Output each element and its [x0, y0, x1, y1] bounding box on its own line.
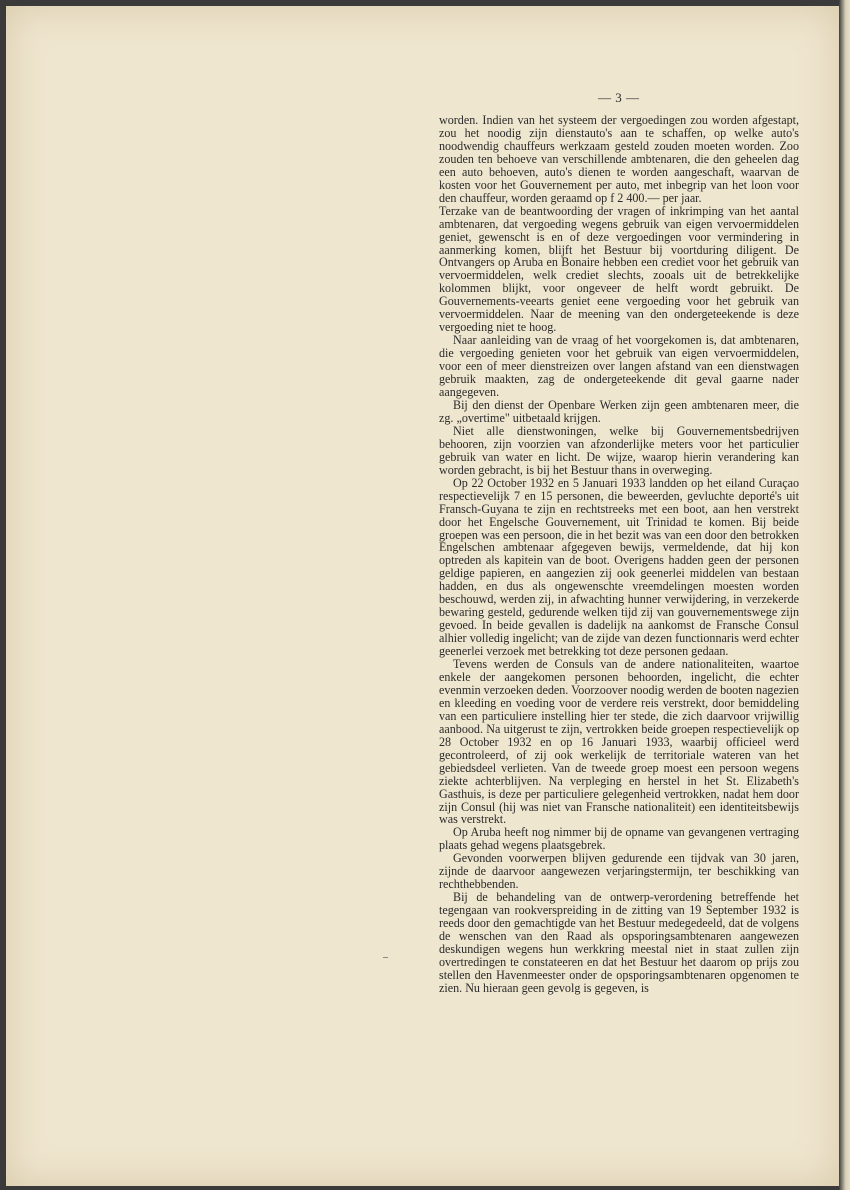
- paragraph: Niet alle dienstwoningen, welke bij Gouvernementsbedrijven behooren, zijn voorzien van afzonderlijke meters voor het particulier gebruik van water en licht. De wijze, waarop hierin verandering kan worden gebracht, is bij het Bestuur thans in overweging.: [439, 423, 799, 477]
- paragraph: worden. Indien van het systeem der vergoedingen zou worden afgestapt, zou het noodig zijn dienstauto's aan te schaffen, op welke auto's noodwendig chauffeurs werkzaam gesteld zouden moeten worden. Zoo zouden ten behoeve van verschillende ambtenaren, die den geheelen dag een auto behoeven, auto's dienen te worden aangeschaft, waarvan de kosten voor het Gouvernement per auto, met inbegrip van het loon voor den chauffeur, worden geraamd op f 2 400.— per jaar.: [439, 113, 799, 205]
- margin-mark: [383, 957, 388, 958]
- paragraph: Op 22 October 1932 en 5 Januari 1933 landden op het eiland Curaçao respectievelijk 7 en 15 personen, die beweerden, gevluchte deporté's uit Fransch-Guyana te zijn en rechtstreeks met een boot, aan hen verstrekt door het Engelsche Gouvernement, uit Trinidad te komen. Bij beide groepen was een persoon, die in het bezit was van een door den betrokken Engelschen ambtenaar afgegeven bewijs, vermeldende, dat hij kon optreden als kapitein van de boot. Overigens hadden geen der personen geldige papieren, en aangezien zij ook geenerlei middelen van bestaan hadden, en dus als ongewenschte vreemdelingen moesten worden beschouwd, werden zij, in afwachting hunner verwijdering, in verzekerde bewaring gesteld, gedurende welken tijd zij van gouvernementswege zijn gevoed. In beide gevallen is dadelijk na aankomst de Fransche Consul alhier volledig ingelicht; van de zijde van dezen functionnaris werd echter geenerlei verzoek met betrekking tot deze personen gedaan.: [439, 475, 799, 659]
- paragraph: Tevens werden de Consuls van de andere nationaliteiten, waartoe enkele der aangekomen personen behoorden, ingelicht, die echter evenmin verzoeken deden. Voorzoover noodig werden de booten nagezien en kleeding en voeding voor de verdere reis verstrekt, door bemiddeling van een particuliere instelling hier ter stede, die zich daarvoor vrijwillig aanbood. Na uitgerust te zijn, vertrokken beide groepen respectievelijk op 28 October 1932 en op 16 Januari 1933, waarbij officieel werd gecontroleerd, of zij ook werkelijk de territoriale wateren van het gebiedsdeel verlieten. Van de tweede groep moest een persoon wegens ziekte achterblijven. Na verpleging en herstel in het St. Elizabeth's Gasthuis, is deze per particuliere gelegenheid vertrokken, nadat hem door zijn Consul (hij was niet van Fransche nationaliteit) een identiteitsbewijs was verstrekt.: [439, 657, 799, 827]
- paragraph: Naar aanleiding van de vraag of het voorgekomen is, dat ambtenaren, die vergoeding genieten voor het gebruik van eigen vervoermiddelen, voor een of meer dienstreizen over langen afstand van een dienstwagen gebruik maakten, zag de ondergeteekende dit geval gaarne nader aangegeven.: [439, 333, 799, 400]
- text-column: [439, 114, 799, 995]
- paragraph: Gevonden voorwerpen blijven gedurende een tijdvak van 30 jaren, zijnde de daarvoor aangewezen verjaringstermijn, ter beschikking van rechthebbenden.: [439, 851, 799, 892]
- paragraph: Bij de behandeling van de ontwerp-verordening betreffende het tegengaan van rookverspreiding in de zitting van 19 September 1932 is reeds door den gemachtigde van het Bestuur medegedeeld, dat de volgens de wenschen van den Raad als opsporingsambtenaren aangewezen deskundigen wegens hun werkkring meestal niet in staat zullen zijn overtredingen te constateeren en dat het Bestuur het daarom op prijs zou stellen den Havenmeester onder de opsporingsambtenaren opgenomen te zien. Nu hieraan geen gevolg is gegeven, is: [439, 890, 799, 995]
- page-edge: [839, 0, 850, 1190]
- page-number: — 3 —: [598, 90, 640, 105]
- paragraph: Op Aruba heeft nog nimmer bij de opname van gevangenen vertraging plaats gehad wegens plaatsgebrek.: [439, 825, 799, 853]
- paragraph: Terzake van de beantwoording der vragen of inkrimping van het aantal ambtenaren, dat vergoeding wegens gebruik van eigen vervoermiddelen geniet, gewenscht is en of deze vergoedingen voor vermindering in aanmerking komen, blijft het Bestuur bij voortduring diligent. De Ontvangers op Aruba en Bonaire hebben een crediet voor het gebruik van vervoermiddelen, welk crediet slechts, zooals uit de betrekkelijke kolommen blijkt, voor ongeveer de helft wordt gebruikt. De Gouvernements-veearts geniet eene vergoeding voor het gebruik van vervoermiddelen. Naar de meening van den ondergeteekende is deze vergoeding niet te hoog.: [439, 203, 799, 335]
- paragraph: Bij den dienst der Openbare Werken zijn geen ambtenaren meer, die zg. „overtime" uitbetaald krijgen.: [439, 397, 799, 425]
